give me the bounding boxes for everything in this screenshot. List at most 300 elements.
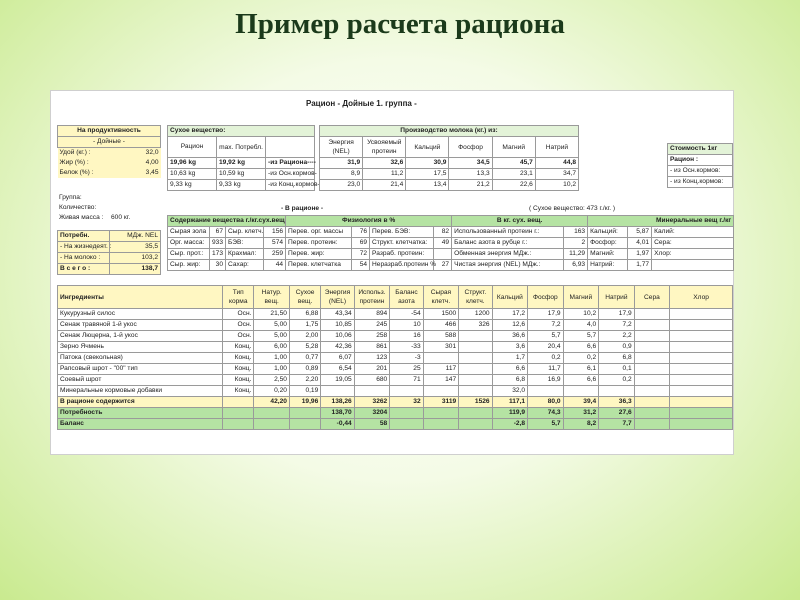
- milk-col-header: Кальций: [406, 137, 449, 158]
- need-row-cell: [289, 408, 320, 419]
- balance-row-cell: [634, 419, 670, 430]
- balance-row-cell: -0,44: [321, 419, 354, 430]
- physio-label: Перев. протеин:: [286, 238, 352, 249]
- balance-row-cell: [223, 419, 254, 430]
- dry-value: 10,59 kg: [217, 169, 266, 180]
- prod-label: Белок (%) :: [58, 168, 110, 178]
- milk-value: 8,9: [320, 169, 363, 180]
- ingredient-cell: 0,9: [599, 342, 635, 353]
- milk-col-header: Фосфор: [449, 137, 492, 158]
- balance-row-cell: 8,2: [563, 419, 599, 430]
- ingredient-cell[interactable]: 5,00: [254, 331, 290, 342]
- ingredients-col-header: Хлор: [670, 286, 733, 309]
- content-label: Сыр. клетч.: [226, 227, 264, 238]
- ingredient-cell[interactable]: 1,00: [254, 364, 290, 375]
- dry-value: 9,33 kg: [168, 180, 217, 191]
- physio-value: 49: [434, 238, 452, 249]
- milk-col-header: Усвояемый протеин: [363, 137, 406, 158]
- ingredient-cell: 2,2: [599, 331, 635, 342]
- in-ration-header: - В рационе -: [281, 205, 324, 212]
- content-label: Сахар:: [226, 260, 264, 271]
- ingredients-col-header: Сухое вещ.: [289, 286, 320, 309]
- total-row-cell: [670, 397, 733, 408]
- needs-unit: МДж. NEL: [109, 231, 161, 242]
- ingredient-cell: 117: [423, 364, 459, 375]
- balance-row: [58, 419, 733, 430]
- physio-header: Физиология в %: [286, 216, 452, 227]
- ingredient-cell: 6,88: [289, 309, 320, 320]
- physio-label: Перев. БЭВ:: [370, 227, 434, 238]
- ingredient-row[interactable]: [58, 342, 733, 353]
- cost-row: - из Конц.кормов:: [668, 177, 733, 188]
- milk-value: 13,4: [406, 180, 449, 191]
- ingredient-cell: [634, 364, 670, 375]
- total-row-cell: [634, 397, 670, 408]
- ingredient-cell[interactable]: Конц.: [223, 342, 254, 353]
- ingredient-cell: [634, 331, 670, 342]
- total-row-cell: 1526: [459, 397, 492, 408]
- balance-row-cell: [423, 419, 459, 430]
- ingredient-cell: 11,7: [528, 364, 564, 375]
- ingredients-table: [57, 285, 733, 430]
- content-value: 933: [210, 238, 226, 249]
- ingredient-cell: 6,07: [321, 353, 354, 364]
- ingredient-cell[interactable]: Конц.: [223, 353, 254, 364]
- physio-label: Перев. орг. массы: [286, 227, 352, 238]
- ingredient-cell: 16: [390, 331, 423, 342]
- need-row-cell: 74,3: [528, 408, 564, 419]
- milk-value: 13,3: [449, 169, 492, 180]
- dry-col-max: max. Потребл.: [217, 137, 266, 158]
- ingredient-cell: 0,77: [289, 353, 320, 364]
- content-label: БЭВ:: [226, 238, 264, 249]
- milk-value: 23,0: [320, 180, 363, 191]
- ingredient-row[interactable]: [58, 353, 733, 364]
- ingredient-cell: 5,7: [528, 331, 564, 342]
- dry-matter-table: [167, 125, 320, 191]
- milk-value: 22,6: [492, 180, 535, 191]
- milk-value: 32,6: [363, 158, 406, 169]
- needs-value: 35,5: [109, 242, 161, 253]
- ingredient-cell: 4,0: [563, 320, 599, 331]
- milk-col-header: Натрий: [535, 137, 578, 158]
- ingredient-cell: [459, 342, 492, 353]
- ingredient-cell: -3: [390, 353, 423, 364]
- ingredient-cell: -54: [390, 309, 423, 320]
- need-row-cell: 31,2: [563, 408, 599, 419]
- ingredient-cell: 0,89: [289, 364, 320, 375]
- ingredient-cell: [670, 342, 733, 353]
- ingredient-cell: 6,8: [599, 353, 635, 364]
- kg-dry-label: Чистая энергия (NEL) МДж.:: [452, 260, 564, 271]
- prod-value[interactable]: 32,0: [109, 148, 161, 159]
- total-row: [58, 397, 733, 408]
- ingredient-cell: 466: [423, 320, 459, 331]
- ingredients-col-header: Баланс азота: [390, 286, 423, 309]
- content-label: Орг. масса:: [168, 238, 210, 249]
- ingredient-cell[interactable]: 21,50: [254, 309, 290, 320]
- ingredient-cell: 5,7: [563, 331, 599, 342]
- ingredients-col-header: Ингредиенты: [58, 286, 223, 309]
- physio-value: 76: [352, 227, 370, 238]
- ingredient-row[interactable]: [58, 386, 733, 397]
- kg-dry-value: 2: [564, 238, 588, 249]
- ingredient-cell: [390, 386, 423, 397]
- need-row-cell: Потребность: [58, 408, 223, 419]
- ingredient-row[interactable]: [58, 309, 733, 320]
- need-row-cell: 3204: [354, 408, 390, 419]
- ingredient-cell[interactable]: Конц.: [223, 364, 254, 375]
- need-row-cell: [223, 408, 254, 419]
- ingredients-col-header: Натур. вещ.: [254, 286, 290, 309]
- prod-label: Жир (%) :: [58, 158, 110, 168]
- ingredient-cell: 3,6: [492, 342, 528, 353]
- ingredient-cell: 32,0: [492, 386, 528, 397]
- ingredient-cell: 0,2: [528, 353, 564, 364]
- ingredient-cell: [670, 386, 733, 397]
- prod-value[interactable]: 3,45: [109, 168, 161, 178]
- content-label: Сыр. жир:: [168, 260, 210, 271]
- productivity-table: [57, 125, 161, 178]
- ingredient-cell: [599, 386, 635, 397]
- content-header: Содержание вещества г./кг.сух.вещ: [168, 216, 286, 227]
- needs-table: [57, 230, 161, 275]
- ingredient-cell: 12,6: [492, 320, 528, 331]
- ingredient-cell: 894: [354, 309, 390, 320]
- ingredient-cell[interactable]: 1,00: [254, 353, 290, 364]
- ingredient-cell[interactable]: Конц.: [223, 375, 254, 386]
- total-row-cell: 32: [390, 397, 423, 408]
- group-table: [57, 193, 161, 223]
- cost-row: Рацион :: [668, 155, 733, 166]
- productivity-sub: - Дойные -: [58, 137, 161, 148]
- content-value: 30: [210, 260, 226, 271]
- total-row-cell: В рационе содержится: [58, 397, 223, 408]
- cost-table: [667, 143, 733, 188]
- ingredient-cell: 16,9: [528, 375, 564, 386]
- ingredients-col-header: Натрий: [599, 286, 635, 309]
- ingredient-row[interactable]: [58, 320, 733, 331]
- ingredient-cell: [563, 386, 599, 397]
- ingredient-cell: 5,28: [289, 342, 320, 353]
- milk-col-header: Энергия (NEL): [320, 137, 363, 158]
- sheet-title: Рацион - Дойные 1. группа -: [306, 99, 417, 108]
- ingredient-cell: [459, 331, 492, 342]
- total-row-cell: 117,1: [492, 397, 528, 408]
- total-row-cell: 19,96: [289, 397, 320, 408]
- ingredient-cell: 861: [354, 342, 390, 353]
- balance-row-cell: [254, 419, 290, 430]
- need-row: [58, 408, 733, 419]
- ingredient-cell: 245: [354, 320, 390, 331]
- composition-table: [167, 215, 734, 271]
- ingredient-cell: 10,06: [321, 331, 354, 342]
- ingredient-cell: 0,2: [563, 353, 599, 364]
- ingredient-cell: [423, 353, 459, 364]
- mineral-label: Кальций:: [588, 227, 628, 238]
- dry-header: Сухое вещество:: [168, 126, 315, 137]
- cost-header: Стоимость 1кг: [668, 144, 733, 155]
- ingredient-cell: [459, 375, 492, 386]
- dry-source: -из Рациона----: [266, 158, 315, 169]
- ingredient-cell: 7,2: [528, 320, 564, 331]
- needs-label: - На жизнедеят. :: [58, 242, 110, 253]
- content-label: Сырая зола: [168, 227, 210, 238]
- content-label: Сыр. прот.:: [168, 249, 210, 260]
- kg-dry-label: Баланс азота в рубце г.:: [452, 238, 564, 249]
- ingredient-row[interactable]: [58, 375, 733, 386]
- needs-label: - На молоко :: [58, 253, 110, 264]
- mineral-label: Натрий:: [588, 260, 628, 271]
- ingredient-cell: 1,7: [492, 353, 528, 364]
- balance-row-cell: -2,8: [492, 419, 528, 430]
- ingredients-col-header: Структ. клетч.: [459, 286, 492, 309]
- ingredient-cell: Кукурузный силос: [58, 309, 223, 320]
- ingredient-cell: Соевый шрот: [58, 375, 223, 386]
- ingredient-cell: Сенаж Люцерна, 1-й укос: [58, 331, 223, 342]
- dry-source: -из Конц.кормов-: [266, 180, 315, 191]
- ingredient-cell: 147: [423, 375, 459, 386]
- balance-row-cell: [390, 419, 423, 430]
- physio-label: Разраб. протеин:: [370, 249, 434, 260]
- total-row-cell: 36,3: [599, 397, 635, 408]
- milk-value: 11,2: [363, 169, 406, 180]
- ingredient-cell: Зерно Ячмень: [58, 342, 223, 353]
- group-weight-value[interactable]: 600 кг.: [111, 214, 131, 221]
- ingredient-cell: 1500: [423, 309, 459, 320]
- mineral-label: Хлор:: [652, 249, 734, 260]
- physio-label: Перев. жир:: [286, 249, 352, 260]
- ingredient-cell[interactable]: Осн.: [223, 331, 254, 342]
- milk-col-header: Магний: [492, 137, 535, 158]
- prod-label: Удой (кг.) :: [58, 148, 110, 159]
- kg-dry-header: В кг. сух. вещ.: [452, 216, 588, 227]
- ingredient-cell: 258: [354, 331, 390, 342]
- milk-value: 30,9: [406, 158, 449, 169]
- ingredient-cell: [634, 375, 670, 386]
- ingredient-cell: [670, 331, 733, 342]
- ingredient-cell: [634, 309, 670, 320]
- ingredient-cell: 680: [354, 375, 390, 386]
- physio-value: 69: [352, 238, 370, 249]
- ingredient-cell: 10,2: [563, 309, 599, 320]
- need-row-cell: [254, 408, 290, 419]
- ingredient-cell: Рапсовый шрот - "00" тип: [58, 364, 223, 375]
- mineral-label: Сера:: [652, 238, 734, 249]
- mineral-label: Калий:: [652, 227, 734, 238]
- content-value: 574: [264, 238, 286, 249]
- ingredient-cell[interactable]: 2,50: [254, 375, 290, 386]
- ingredient-cell: 17,2: [492, 309, 528, 320]
- total-row-cell: 138,26: [321, 397, 354, 408]
- ingredient-cell: 42,36: [321, 342, 354, 353]
- ingredient-cell: [670, 375, 733, 386]
- need-row-cell: 27,6: [599, 408, 635, 419]
- ingredient-cell: Сенаж травяной 1-й укос: [58, 320, 223, 331]
- ingredients-col-header: Тип корма: [223, 286, 254, 309]
- ingredient-cell: 20,4: [528, 342, 564, 353]
- balance-row-cell: [289, 419, 320, 430]
- ingredient-row[interactable]: [58, 331, 733, 342]
- milk-value: 31,9: [320, 158, 363, 169]
- need-row-cell: 138,70: [321, 408, 354, 419]
- ingredient-cell: 588: [423, 331, 459, 342]
- physio-value: 27: [434, 260, 452, 271]
- physio-value: [434, 249, 452, 260]
- dry-value: 10,63 kg: [168, 169, 217, 180]
- ingredient-cell[interactable]: 0,20: [254, 386, 290, 397]
- kg-dry-value: 163: [564, 227, 588, 238]
- total-row-cell: 39,4: [563, 397, 599, 408]
- milk-header: Производство молока (кг.) из:: [320, 126, 579, 137]
- physio-value: 82: [434, 227, 452, 238]
- mineral-label: Фосфор:: [588, 238, 628, 249]
- milk-value: 17,5: [406, 169, 449, 180]
- physio-label: Структ. клетчатка:: [370, 238, 434, 249]
- ingredients-col-header: Кальций: [492, 286, 528, 309]
- kg-dry-label: Обменная энергия МДж.:: [452, 249, 564, 260]
- mineral-value: 1,97: [628, 249, 652, 260]
- balance-row-cell: Баланс: [58, 419, 223, 430]
- milk-value: 44,8: [535, 158, 578, 169]
- prod-value[interactable]: 4,00: [109, 158, 161, 168]
- ingredient-cell: Патока (свекольная): [58, 353, 223, 364]
- balance-row-cell: 7,7: [599, 419, 635, 430]
- physio-value: 72: [352, 249, 370, 260]
- ingredient-cell[interactable]: 5,00: [254, 320, 290, 331]
- balance-row-cell: [459, 419, 492, 430]
- ingredient-cell: 17,9: [528, 309, 564, 320]
- ingredient-cell: 71: [390, 375, 423, 386]
- ingredient-cell: 1,75: [289, 320, 320, 331]
- ingredient-cell[interactable]: 6,00: [254, 342, 290, 353]
- ingredient-cell: 6,6: [563, 375, 599, 386]
- ingredient-cell: 17,9: [599, 309, 635, 320]
- milk-value: 45,7: [492, 158, 535, 169]
- dry-value: 19,96 kg: [168, 158, 217, 169]
- ingredient-cell: [459, 353, 492, 364]
- milk-value: 21,2: [449, 180, 492, 191]
- ingredient-cell[interactable]: Осн.: [223, 309, 254, 320]
- ingredient-row[interactable]: [58, 364, 733, 375]
- milk-production-table: [319, 125, 579, 191]
- ingredient-cell: 25: [390, 364, 423, 375]
- mineral-value: 4,01: [628, 238, 652, 249]
- ingredient-cell: 19,05: [321, 375, 354, 386]
- needs-value: 138,7: [109, 264, 161, 275]
- cost-row: - из Осн.кормов:: [668, 166, 733, 177]
- need-row-cell: [670, 408, 733, 419]
- ingredient-cell: 7,2: [599, 320, 635, 331]
- productivity-header: На продуктивность: [58, 126, 161, 137]
- ingredients-col-header: Магний: [563, 286, 599, 309]
- ingredient-cell: [670, 320, 733, 331]
- ingredient-cell: 6,54: [321, 364, 354, 375]
- ingredient-cell: 326: [459, 320, 492, 331]
- ingredient-cell: 201: [354, 364, 390, 375]
- dry-source: -из Осн.кормов-: [266, 169, 315, 180]
- ingredients-col-header: Энергия (NEL): [321, 286, 354, 309]
- ingredient-cell: 6,6: [492, 364, 528, 375]
- ingredient-cell: 123: [354, 353, 390, 364]
- ingredient-cell: [670, 364, 733, 375]
- milk-value: 21,4: [363, 180, 406, 191]
- ingredient-cell: 43,34: [321, 309, 354, 320]
- group-count-label: Количество:: [59, 204, 97, 211]
- total-row-cell: 42,20: [254, 397, 290, 408]
- ingredient-cell: 6,1: [563, 364, 599, 375]
- total-row-cell: 3119: [423, 397, 459, 408]
- physio-label: Перев. клетчатка: [286, 260, 352, 271]
- balance-row-cell: [670, 419, 733, 430]
- ingredient-cell: [528, 386, 564, 397]
- ingredient-cell: 36,6: [492, 331, 528, 342]
- ingredient-cell: [634, 353, 670, 364]
- milk-value: 23,1: [492, 169, 535, 180]
- ingredient-cell: 6,6: [563, 342, 599, 353]
- ingredient-cell: [423, 386, 459, 397]
- ration-spreadsheet: [50, 90, 734, 455]
- ingredient-cell: [670, 309, 733, 320]
- balance-row-cell: 58: [354, 419, 390, 430]
- ingredient-cell[interactable]: Осн.: [223, 320, 254, 331]
- need-row-cell: [634, 408, 670, 419]
- minerals-header: Минеральные вещ г./кг: [588, 216, 734, 227]
- kg-dry-value: 11,29: [564, 249, 588, 260]
- need-row-cell: [459, 408, 492, 419]
- ingredient-cell: [459, 386, 492, 397]
- total-row-cell: 80,0: [528, 397, 564, 408]
- kg-dry-value: 6,93: [564, 260, 588, 271]
- need-row-cell: [390, 408, 423, 419]
- needs-value: 103,2: [109, 253, 161, 264]
- ingredient-cell: 0,19: [289, 386, 320, 397]
- mineral-value: 5,87: [628, 227, 652, 238]
- group-weight-label: Живая масса :: [59, 214, 104, 221]
- content-label: Крахмал:: [226, 249, 264, 260]
- physio-value: 54: [352, 260, 370, 271]
- ingredient-cell: [321, 386, 354, 397]
- ingredient-cell: [634, 320, 670, 331]
- ingredients-col-header: Фосфор: [528, 286, 564, 309]
- need-row-cell: [423, 408, 459, 419]
- ingredient-cell: [670, 353, 733, 364]
- ingredient-cell: Минеральные кормовые добавки: [58, 386, 223, 397]
- ingredient-cell: 2,00: [289, 331, 320, 342]
- ingredient-cell: [459, 364, 492, 375]
- content-value: 67: [210, 227, 226, 238]
- dry-col-ration: Рацион: [168, 137, 217, 158]
- in-ration-dry-note: ( Сухое вещество: 473 г./кг. ): [529, 205, 616, 212]
- ingredient-cell: 10,85: [321, 320, 354, 331]
- balance-row-cell: 5,7: [528, 419, 564, 430]
- ingredient-cell: -33: [390, 342, 423, 353]
- ingredients-col-header: Сера: [634, 286, 670, 309]
- physio-label: Неразраб.протеин %: [370, 260, 434, 271]
- ingredient-cell: [354, 386, 390, 397]
- ingredient-cell[interactable]: Конц.: [223, 386, 254, 397]
- ingredient-cell: [634, 386, 670, 397]
- content-value: 173: [210, 249, 226, 260]
- ingredients-col-header: Сырая клетч.: [423, 286, 459, 309]
- ingredient-cell: 2,20: [289, 375, 320, 386]
- mineral-value: 1,77: [628, 260, 652, 271]
- dry-value: 19,92 kg: [217, 158, 266, 169]
- content-value: 44: [264, 260, 286, 271]
- ingredient-cell: 10: [390, 320, 423, 331]
- ingredient-cell: 1200: [459, 309, 492, 320]
- group-label: Группа:: [59, 194, 82, 201]
